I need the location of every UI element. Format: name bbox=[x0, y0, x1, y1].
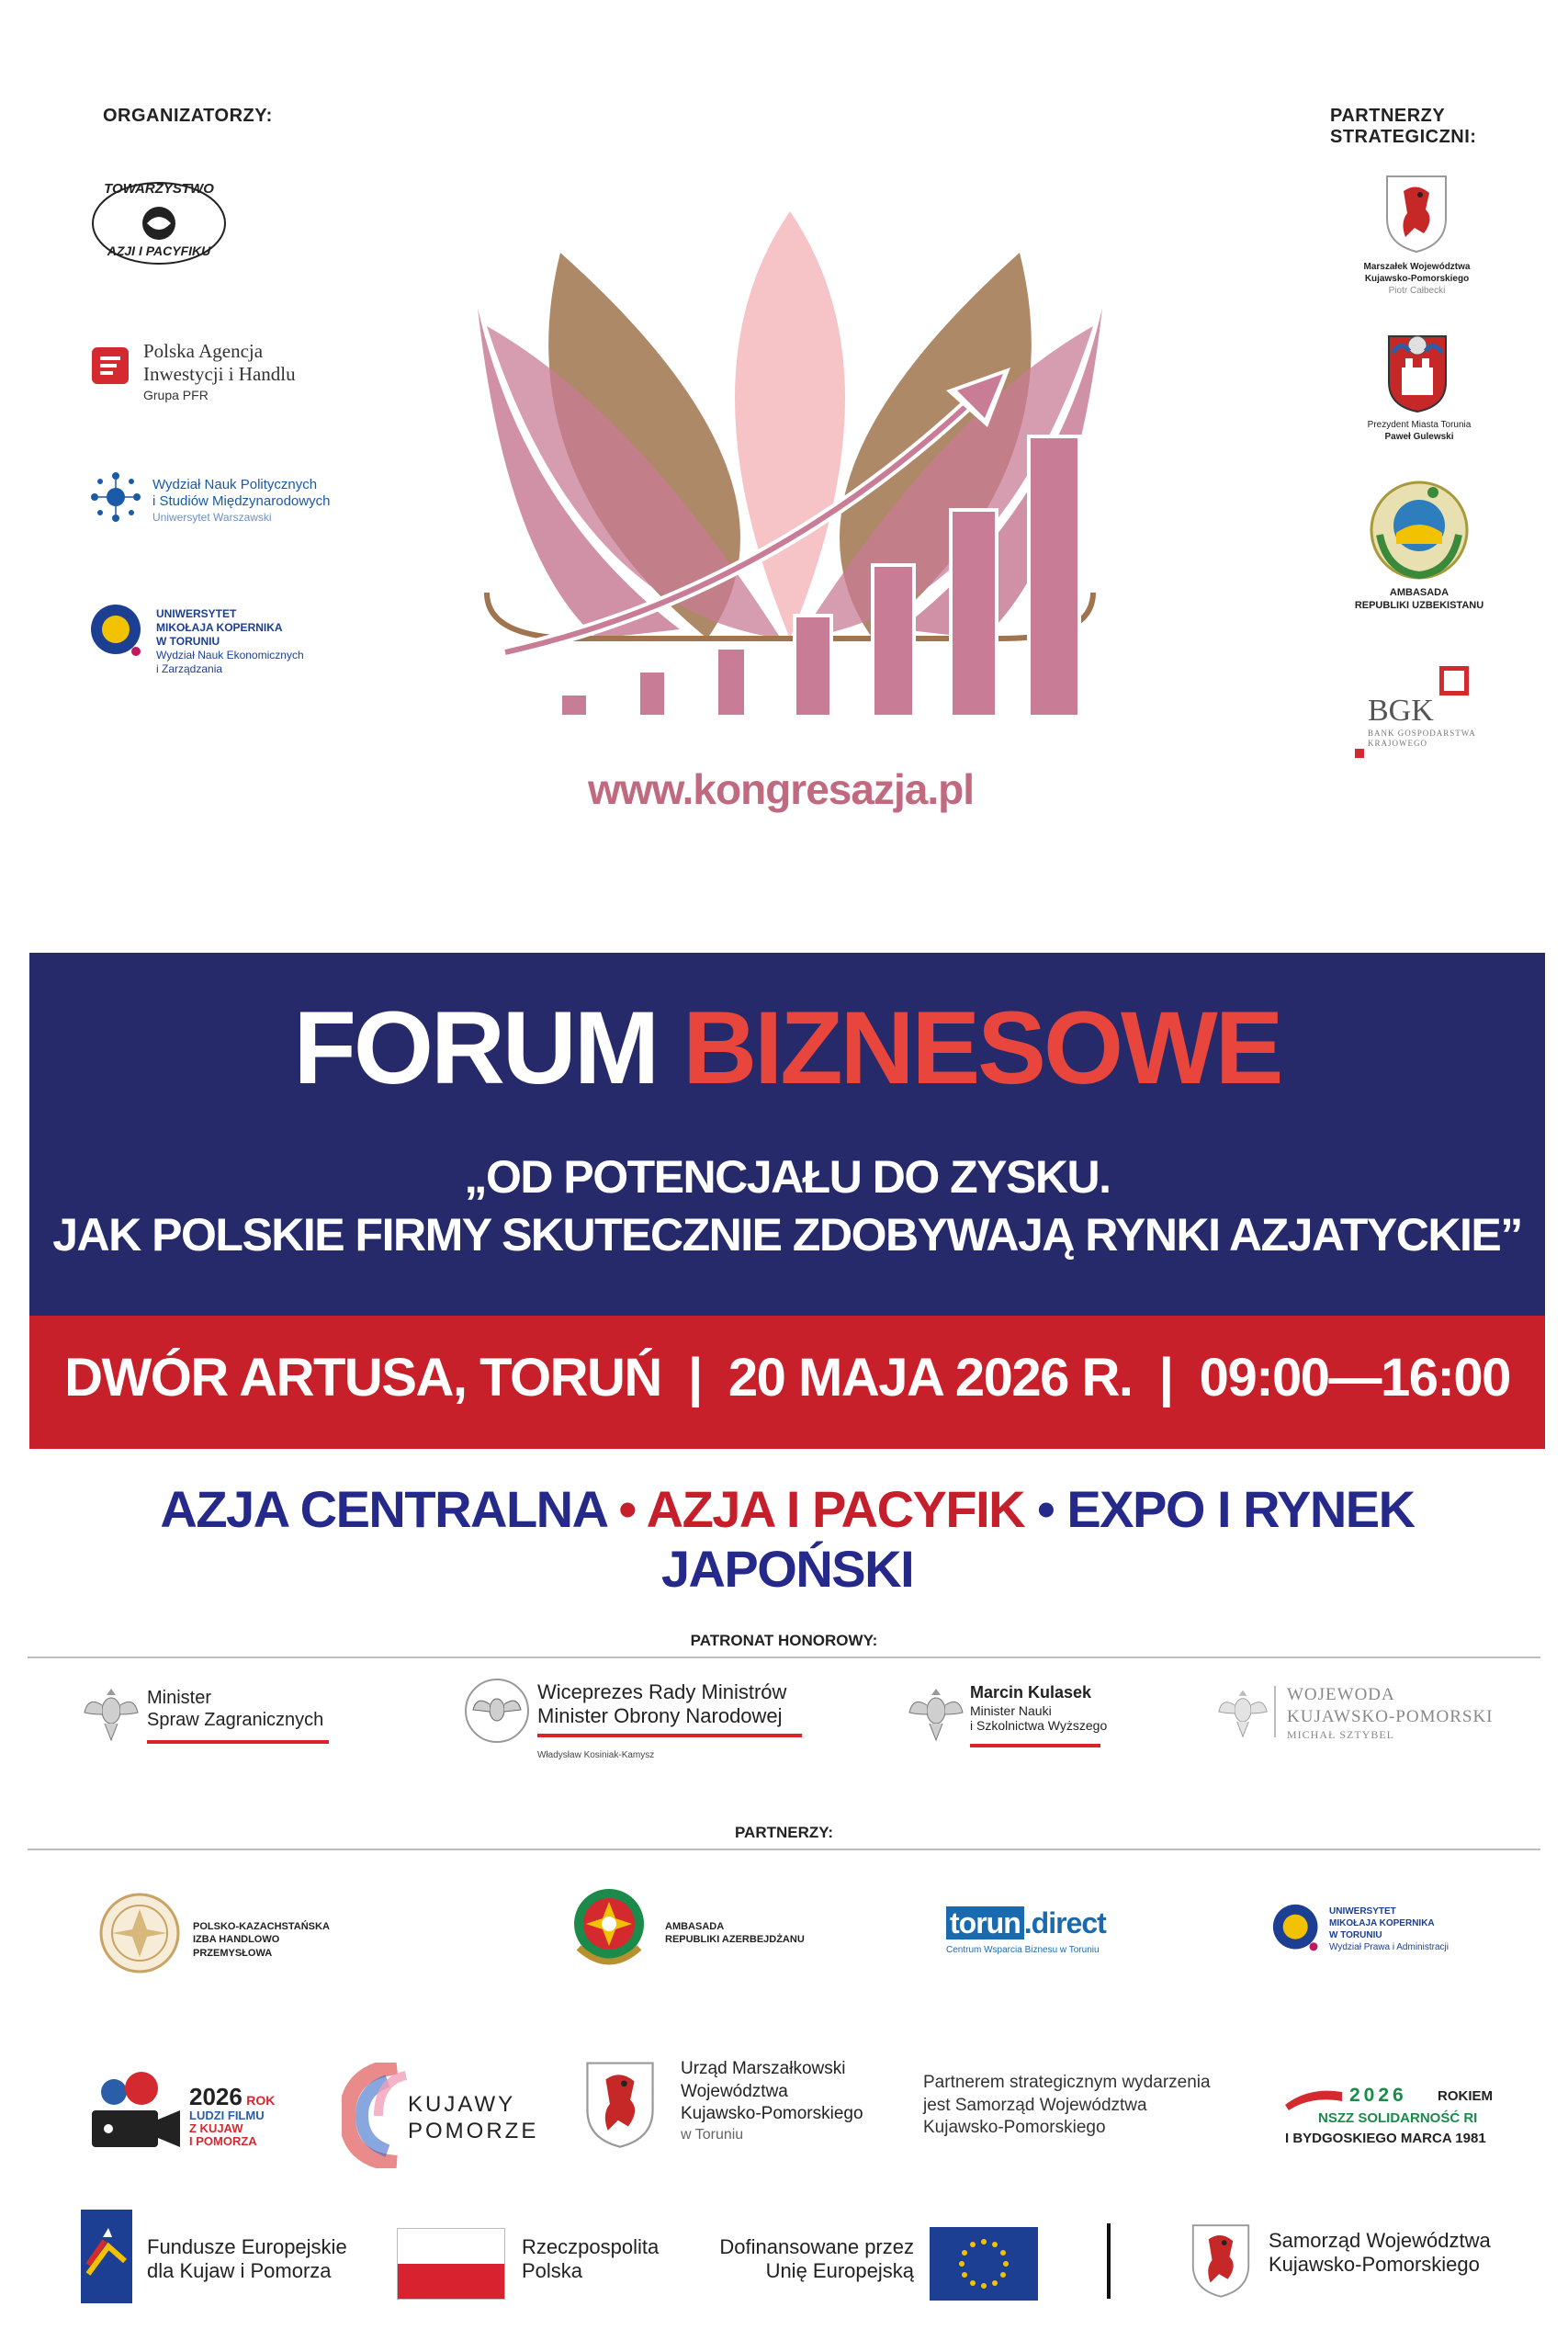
honorary-header: PATRONAT HONOROWY: bbox=[690, 1632, 878, 1649]
msz-line2: Spraw Zagranicznych bbox=[147, 1710, 324, 1731]
strat-line3: Kujawsko-Pomorskiego bbox=[923, 2118, 1106, 2138]
polish-flag-icon bbox=[397, 2228, 505, 2300]
wojewoda-patron bbox=[1217, 1684, 1502, 1745]
umk2-line2: MIKOŁAJA KOPERNIKA bbox=[1329, 1918, 1435, 1928]
torun-crest-icon bbox=[1383, 331, 1451, 413]
umk-wpia-logo bbox=[1272, 1902, 1493, 1966]
network-icon bbox=[90, 471, 141, 523]
azerbaijan-logo bbox=[570, 1883, 808, 1975]
marszalek-line1: Marszałek Województwa bbox=[1363, 262, 1471, 272]
mnisw-redline bbox=[970, 1744, 1100, 1747]
umk-logo bbox=[90, 602, 366, 680]
kujawy-line2: POMORZE bbox=[408, 2118, 539, 2143]
umk-line5: i Zarządzania bbox=[156, 662, 223, 675]
umk-icon bbox=[90, 604, 145, 659]
msz-patron bbox=[83, 1681, 340, 1746]
urzad-logo bbox=[583, 2058, 886, 2159]
mon-line1: Wiceprezes Rady Ministrów bbox=[537, 1680, 787, 1703]
pkiph-seal-icon bbox=[99, 1893, 180, 1973]
strat-line2: jest Samorząd Województwa bbox=[923, 2095, 1147, 2115]
samorzad-logo bbox=[1190, 2222, 1539, 2304]
bgk-square-icon bbox=[1439, 666, 1469, 695]
tap-line2: AZJI I PACYFIKU bbox=[107, 243, 211, 258]
mon-line3: Władysław Kosiniak-Kamysz bbox=[537, 1750, 655, 1760]
paih-line3: Grupa PFR bbox=[143, 388, 209, 402]
torun-direct-logo bbox=[946, 1906, 1121, 1962]
partners-rule bbox=[28, 1849, 1540, 1850]
pkiph-line2: IZBA HANDLOWO PRZEMYSŁOWA bbox=[193, 1934, 280, 1959]
nszz-rokiem: ROKIEM bbox=[1438, 2088, 1493, 2104]
event-details: DWÓR ARTUSA, TORUŃ | 20 MAJA 2026 R. | 09:00—16:00 bbox=[64, 1348, 1510, 1408]
bgk-dot-icon bbox=[1355, 749, 1364, 758]
eu-funds-icon bbox=[81, 2210, 132, 2303]
bgk-short: BGK bbox=[1368, 694, 1434, 728]
eu-cofunding-text bbox=[703, 2235, 914, 2284]
urzad-line2: Województwa bbox=[681, 2081, 788, 2101]
nszz-year: 2026 bbox=[1349, 2085, 1407, 2106]
pkiph-logo bbox=[99, 1893, 338, 1973]
torun-part-a: torun bbox=[946, 1906, 1024, 1939]
topic-asia-pacific: AZJA I PACYFIK bbox=[646, 1480, 1025, 1538]
rp-line2: Polska bbox=[522, 2259, 583, 2283]
mnisw-line2: Minister Nauki bbox=[970, 1702, 1052, 1718]
website-link[interactable]: www.kongresazja.pl bbox=[588, 765, 974, 813]
umk-line2: MIKOŁAJA KOPERNIKA bbox=[156, 621, 283, 634]
woj-line2: KUJAWSKO-POMORSKI bbox=[1287, 1706, 1494, 1726]
sam-line2: Kujawsko-Pomorskiego bbox=[1269, 2253, 1480, 2277]
ambasada-uz-logo bbox=[1350, 480, 1488, 617]
film-line1: LUDZI FILMU bbox=[189, 2109, 265, 2123]
eu-line2: Unię Europejską bbox=[765, 2259, 914, 2283]
bgk-line2: KRAJOWEGO bbox=[1368, 738, 1427, 748]
film-year: 2026 bbox=[189, 2083, 243, 2110]
marszalek-line2: Kujawsko-Pomorskiego bbox=[1364, 274, 1470, 284]
strategic-partners-header: PARTNERZY STRATEGICZNI: bbox=[1330, 106, 1477, 147]
prezydent-logo bbox=[1350, 331, 1488, 446]
topic-sep-2: • bbox=[1037, 1480, 1055, 1538]
marszalek-logo bbox=[1341, 173, 1488, 306]
lotus-growth-logo bbox=[468, 207, 1111, 721]
torun-line2: Centrum Wsparcia Biznesu w Toruniu bbox=[946, 1945, 1100, 1955]
mon-patron bbox=[464, 1677, 822, 1769]
urzad-line3: Kujawsko-Pomorskiego bbox=[681, 2104, 863, 2124]
prezydent-line1: Prezydent Miasta Torunia bbox=[1367, 420, 1472, 430]
eu-line1: Dofinansowane przez bbox=[719, 2235, 914, 2258]
mnisw-line3: i Szkolnictwa Wyższego bbox=[970, 1718, 1108, 1734]
azerbaijan-emblem-icon bbox=[570, 1883, 649, 1975]
kujawy-pomorze-logo bbox=[342, 2063, 539, 2168]
prezydent-line2: Paweł Gulewski bbox=[1384, 432, 1454, 442]
wnpism-line2: i Studiów Międzynarodowych bbox=[152, 493, 331, 510]
umk2-line3: W TORUNIU bbox=[1329, 1930, 1382, 1940]
film-line2: Z KUJAW bbox=[189, 2120, 243, 2135]
msz-redline bbox=[147, 1740, 329, 1744]
polish-eagle-icon bbox=[908, 1683, 964, 1744]
event-title bbox=[29, 990, 1545, 1105]
umk2-line4: Wydział Prawa i Administracji bbox=[1329, 1942, 1449, 1952]
aze-line2: REPUBLIKI AZERBEJDŻANU bbox=[665, 1934, 805, 1946]
rp-logo bbox=[397, 2228, 691, 2301]
ambasada-uz-line1: AMBASADA bbox=[1389, 587, 1450, 598]
film-camera-icon bbox=[81, 2072, 184, 2154]
strat-line1: Partnerem strategicznym wydarzenia bbox=[923, 2073, 1211, 2092]
fe-logo bbox=[81, 2210, 375, 2306]
marszalek-line3: Piotr Całbecki bbox=[1388, 286, 1446, 296]
bgk-logo bbox=[1355, 666, 1493, 753]
umk-line1: UNIWERSYTET bbox=[156, 607, 237, 620]
tap-line1: TOWARZYSTWO bbox=[104, 181, 214, 197]
fe-line1: Fundusze Europejskie bbox=[147, 2235, 347, 2258]
nszz-line3: I BYDGOSKIEGO MARCA 1981 bbox=[1285, 2131, 1486, 2146]
topic-central-asia: AZJA CENTRALNA bbox=[160, 1480, 606, 1538]
eu-flag-icon bbox=[930, 2227, 1038, 2301]
pkiph-line1: POLSKO-KAZACHSTAŃSKA bbox=[193, 1921, 330, 1932]
ambasada-uz-line2: REPUBLIKI UZBEKISTANU bbox=[1354, 600, 1484, 612]
urzad-line4: w Toruniu bbox=[681, 2127, 744, 2143]
solidarnosc-flag-icon bbox=[1281, 2085, 1346, 2112]
honorary-rule bbox=[28, 1657, 1540, 1658]
griffin-crest-icon bbox=[583, 2058, 657, 2150]
organizers-header: ORGANIZATORZY: bbox=[103, 106, 273, 126]
strategic-partner-note bbox=[923, 2072, 1211, 2140]
umk-icon bbox=[1272, 1904, 1322, 1953]
event-subtitle bbox=[29, 1148, 1545, 1264]
nszz-logo bbox=[1281, 2081, 1511, 2154]
msz-line1: Minister bbox=[147, 1688, 212, 1708]
paih-line1: Polska Agencja bbox=[143, 340, 264, 362]
footer-divider bbox=[1107, 2223, 1111, 2299]
topic-expo-japan: EXPO I RYNEK JAPOŃSKI bbox=[660, 1480, 1415, 1598]
title-part1: FORUM bbox=[293, 990, 658, 1105]
film-line3: I POMORZA bbox=[189, 2133, 257, 2148]
wnpism-logo bbox=[90, 471, 384, 526]
mon-emblem-icon bbox=[464, 1677, 530, 1745]
subtitle-line2: JAK POLSKIE FIRMY SKUTECZNIE ZDOBYWAJĄ RYNKI AZJATYCKIE” bbox=[52, 1209, 1522, 1261]
tap-logo bbox=[90, 179, 228, 266]
uzbekistan-emblem-icon bbox=[1369, 480, 1470, 581]
partners-header: PARTNERZY: bbox=[734, 1824, 834, 1841]
topics-line bbox=[29, 1479, 1545, 1599]
mon-redline bbox=[537, 1734, 802, 1737]
umk-line3: W TORUNIU bbox=[156, 635, 220, 648]
film-year-logo bbox=[81, 2072, 292, 2164]
paih-line2: Inwestycji i Handlu bbox=[143, 362, 296, 385]
urzad-line1: Urząd Marszałkowski bbox=[681, 2059, 846, 2078]
paih-icon bbox=[92, 347, 129, 384]
nszz-line2: NSZZ SOLIDARNOŚĆ RI bbox=[1318, 2110, 1478, 2126]
mnisw-patron bbox=[908, 1681, 1146, 1746]
film-rok: ROK bbox=[246, 2093, 276, 2108]
paih-logo bbox=[92, 338, 367, 412]
griffin-crest-icon bbox=[1190, 2222, 1252, 2299]
title-part2: BIZNESOWE bbox=[682, 990, 1281, 1105]
woj-line1: WOJEWODA bbox=[1287, 1685, 1395, 1704]
griffin-crest-icon bbox=[1383, 173, 1450, 254]
torun-part-b: .direct bbox=[1023, 1906, 1106, 1939]
fe-line2: dla Kujaw i Pomorza bbox=[147, 2259, 332, 2283]
polish-eagle-icon bbox=[1217, 1684, 1269, 1741]
mon-line2: Minister Obrony Narodowej bbox=[537, 1704, 783, 1728]
sam-line1: Samorząd Województwa bbox=[1269, 2229, 1491, 2252]
topic-sep-1: • bbox=[618, 1480, 636, 1538]
umk-line4: Wydział Nauk Ekonomicznych bbox=[156, 649, 304, 662]
subtitle-line1: „OD POTENCJAŁU DO ZYSKU. bbox=[464, 1151, 1111, 1203]
polish-eagle-icon bbox=[83, 1683, 140, 1744]
wojewoda-divider bbox=[1274, 1686, 1276, 1737]
woj-line3: MICHAŁ SZTYBEL bbox=[1287, 1727, 1394, 1741]
aze-line1: AMBASADA bbox=[665, 1921, 725, 1932]
bgk-line1: BANK GOSPODARSTWA bbox=[1368, 729, 1476, 738]
wnpism-line1: Wydział Nauk Politycznych bbox=[152, 477, 318, 492]
wnpism-line3: Uniwersytet Warszawski bbox=[152, 510, 272, 524]
kujawy-line1: KUJAWY bbox=[408, 2092, 516, 2117]
mnisw-line1: Marcin Kulasek bbox=[970, 1683, 1092, 1702]
umk2-line1: UNIWERSYTET bbox=[1329, 1906, 1396, 1917]
rp-line1: Rzeczpospolita bbox=[522, 2235, 660, 2258]
